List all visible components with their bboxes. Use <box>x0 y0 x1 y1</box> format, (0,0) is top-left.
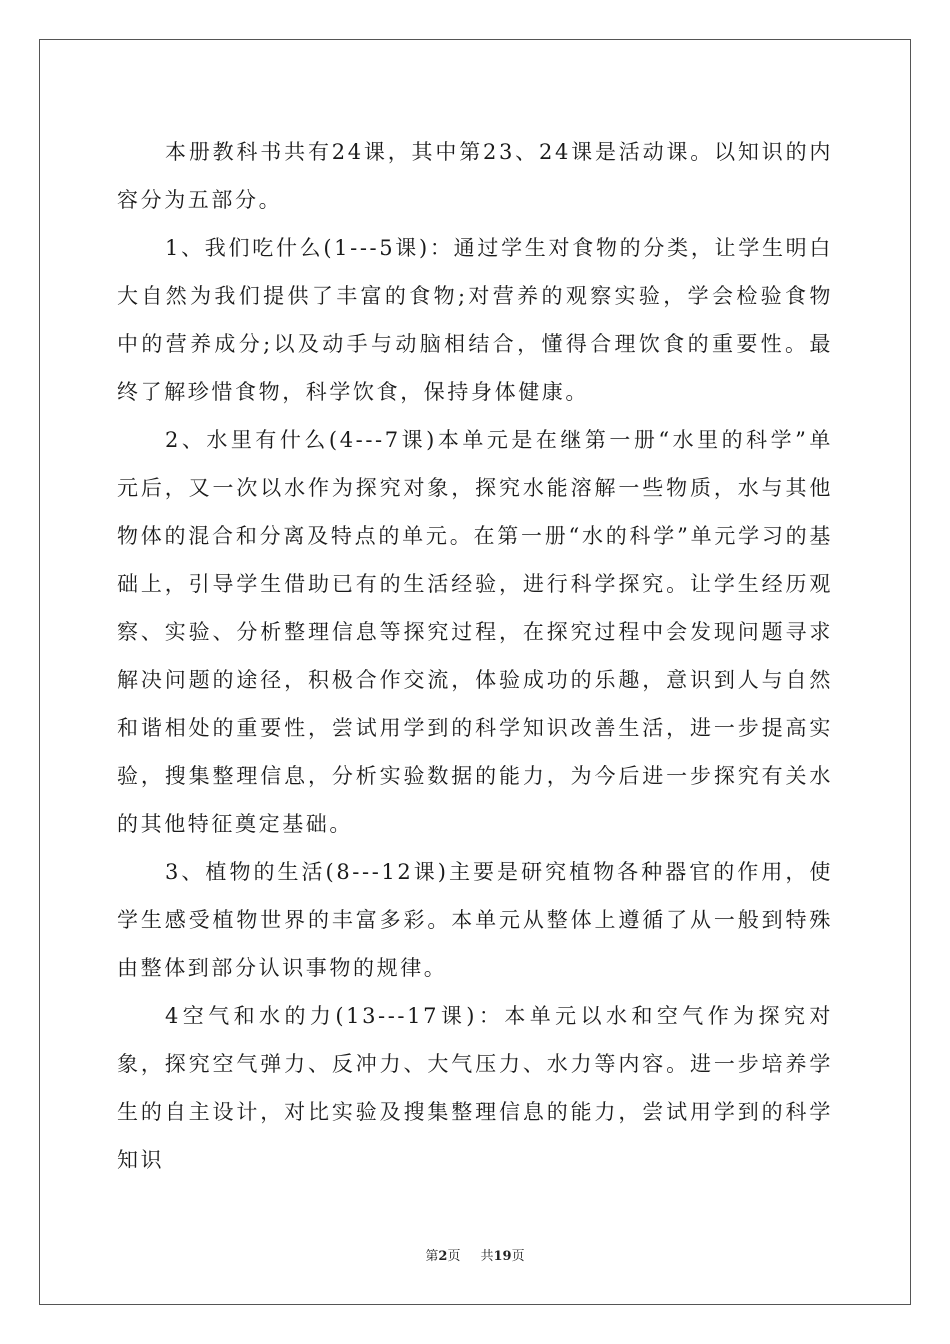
document-body <box>117 128 833 1184</box>
paragraph-section-3: 3、植物的生活(8---12课)主要是研究植物各种器官的作用，使学生感受植物世界的丰富多彩。本单元从整体上遵循了从一般到特殊由整体到部分认识事物的规律。 <box>117 860 833 980</box>
paragraph-intro: 本册教科书共有24课，其中第23、24课是活动课。以知识的内容分为五部分。 <box>117 140 833 212</box>
total-unit: 页 <box>511 1249 525 1264</box>
paragraph-section-1: 1、我们吃什么(1---5课)：通过学生对食物的分类，让学生明白大自然为我们提供了丰富的食物;对营养的观察实验，学会检验食物中的营养成分;以及动手与动脑相结合，懂得合理饮食的重要性。最终了解珍惜食物，科学饮食，保持身体健康。 <box>117 236 833 404</box>
paragraph-section-2: 2、水里有什么(4---7课)本单元是在继第一册“水里的科学”单元后，又一次以水作为探究对象，探究水能溶解一些物质，水与其他物体的混合和分离及特点的单元。在第一册“水的科学”单元学习的基础上，引导学生借助已有的生活经验，进行科学探究。让学生经历观察、实验、分析整理信息等探究过程，在探究过程中会发现问题寻求解决问题的途径，积极合作交流，体验成功的乐趣，意识到人与自然和谐相处的重要性，尝试用学到的科学知识改善生活，进一步提高实验，搜集整理信息，分析实验数据的能力，为今后进一步探究有关水的其他特征奠定基础。 <box>117 428 833 836</box>
page-prefix: 第 <box>425 1249 439 1264</box>
total-prefix: 共 <box>480 1249 494 1264</box>
page-footer <box>0 1248 950 1266</box>
page-current: 2 <box>438 1249 448 1264</box>
paragraph-section-4: 4空气和水的力(13---17课)：本单元以水和空气作为探究对象，探究空气弹力、反冲力、大气压力、水力等内容。进一步培养学生的自主设计，对比实验及搜集整理信息的能力，尝试用学到的科学知识 <box>117 1004 833 1172</box>
page-unit: 页 <box>447 1249 461 1264</box>
page-total: 19 <box>493 1249 512 1264</box>
